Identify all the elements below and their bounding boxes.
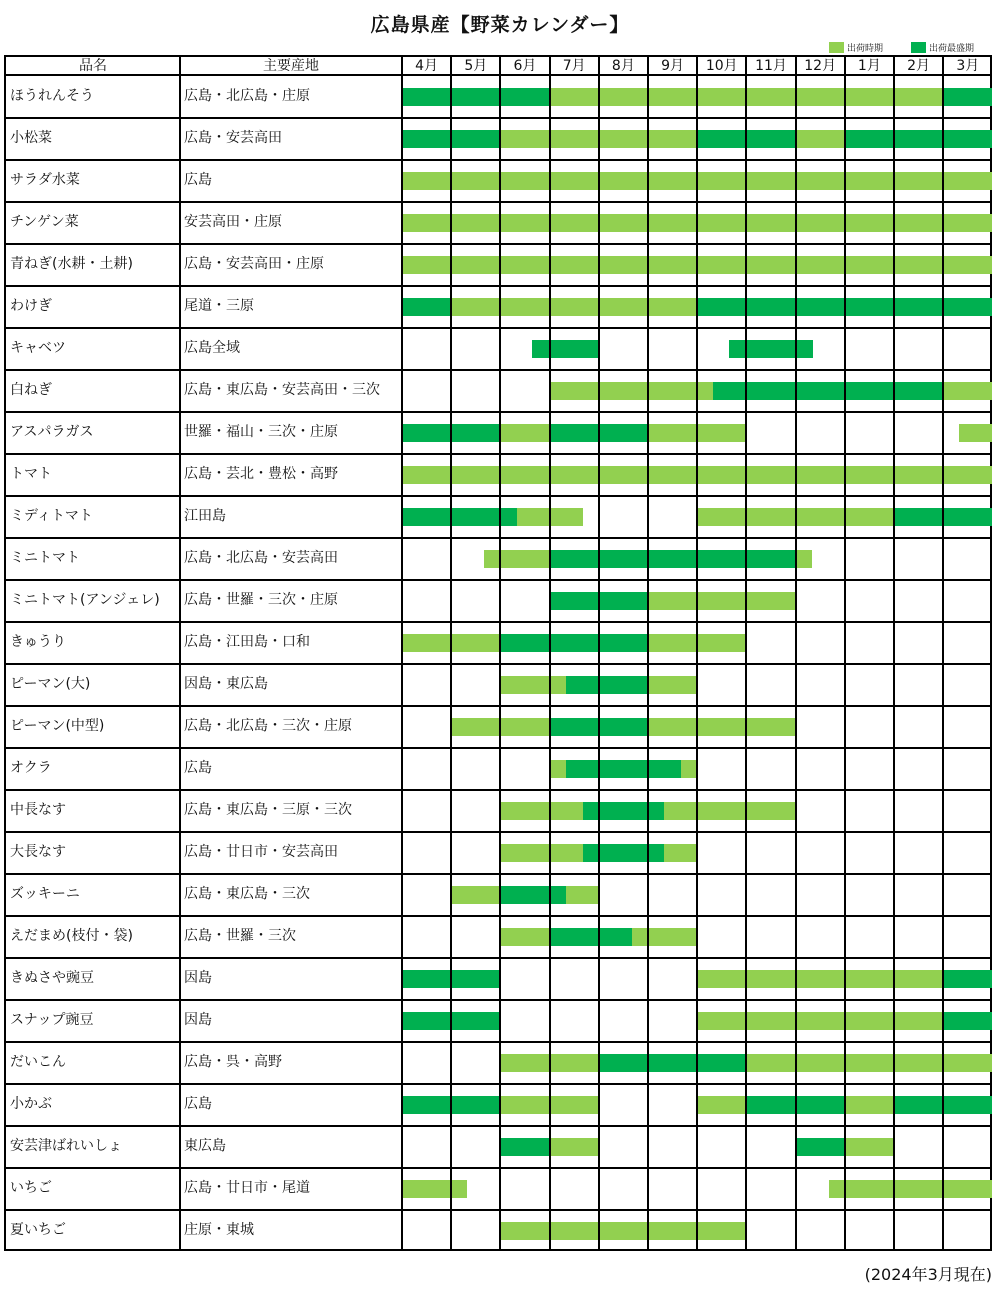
peak-season-bar	[566, 676, 648, 694]
page-title: 広島県産【野菜カレンダー】	[370, 14, 630, 36]
month-divider	[942, 57, 944, 1249]
row-name: きぬさや豌豆	[10, 970, 94, 986]
shipping-season-bar	[566, 886, 599, 904]
row-area: 広島・廿日市・安芸高田	[184, 844, 338, 860]
row-area: 江田島	[184, 508, 226, 524]
row-area: 広島・世羅・三次	[184, 928, 296, 944]
month-divider	[549, 57, 551, 1249]
row-divider	[6, 1167, 990, 1169]
shipping-season-bar	[484, 550, 549, 568]
peak-season-bar	[402, 298, 451, 316]
row-name: トマト	[10, 466, 52, 482]
row-divider	[6, 411, 990, 413]
shipping-season-bar	[648, 592, 796, 610]
month-divider	[844, 57, 846, 1249]
row-area: 広島・北広島・安芸高田	[184, 550, 338, 566]
month-divider	[745, 57, 747, 1249]
header-month: 8月	[611, 58, 635, 74]
row-area: 広島・芸北・豊松・高野	[184, 466, 338, 482]
row-name: ミニトマト(アンジェレ)	[10, 592, 160, 608]
row-name: 安芸津ばれいしょ	[10, 1138, 122, 1154]
row-area: 安芸高田・庄原	[184, 214, 282, 230]
row-divider	[6, 537, 990, 539]
header-month: 10月	[705, 58, 738, 74]
shipping-season-bar	[845, 1138, 894, 1156]
month-divider	[647, 57, 649, 1249]
row-name: ピーマン(大)	[10, 676, 91, 692]
peak-season-bar	[943, 1012, 992, 1030]
row-area: 尾道・三原	[184, 298, 254, 314]
shipping-season-bar	[697, 970, 943, 988]
shipping-season-bar	[500, 844, 582, 862]
month-divider	[450, 57, 452, 1249]
row-divider	[6, 705, 990, 707]
shipping-season-bar	[796, 550, 812, 568]
peak-season-bar	[500, 886, 565, 904]
row-area: 広島・世羅・三次・庄原	[184, 592, 338, 608]
row-divider	[6, 579, 990, 581]
row-area: 東広島	[184, 1138, 226, 1154]
row-divider	[6, 243, 990, 245]
shipping-season-bar	[664, 844, 697, 862]
row-divider	[6, 1041, 990, 1043]
row-name: ミニトマト	[10, 550, 80, 566]
row-name: スナップ豌豆	[10, 1012, 94, 1028]
peak-season-bar	[943, 88, 992, 106]
row-name: 小松菜	[10, 130, 52, 146]
peak-season-bar	[599, 1054, 747, 1072]
row-name: キャベツ	[10, 340, 66, 356]
header-area: 主要産地	[263, 58, 319, 74]
row-divider	[6, 285, 990, 287]
row-name: 小かぶ	[10, 1096, 52, 1112]
row-divider	[6, 1209, 990, 1211]
row-area: 世羅・福山・三次・庄原	[184, 424, 338, 440]
row-divider	[6, 957, 990, 959]
legend-peak-period	[911, 41, 974, 53]
peak-season-bar	[500, 634, 648, 652]
shipping-season-bar	[648, 676, 697, 694]
row-divider	[6, 621, 990, 623]
row-name: オクラ	[10, 760, 52, 776]
shipping-season-bar	[500, 802, 582, 820]
shipping-season-bar	[632, 928, 697, 946]
header-month: 5月	[464, 58, 488, 74]
row-area: 広島・安芸高田	[184, 130, 282, 146]
row-divider	[6, 117, 990, 119]
row-area: 因島・東広島	[184, 676, 268, 692]
row-divider	[6, 1125, 990, 1127]
row-name: 夏いちご	[10, 1222, 66, 1238]
peak-season-bar	[500, 1138, 549, 1156]
row-name: 白ねぎ	[10, 382, 52, 398]
peak-season-bar	[550, 928, 632, 946]
month-divider	[499, 57, 501, 1249]
row-name: いちご	[10, 1180, 52, 1196]
header-divider	[6, 74, 990, 76]
row-name: ミディトマト	[10, 508, 93, 524]
row-area: 広島・廿日市・尾道	[184, 1180, 310, 1196]
shipping-season-bar	[550, 1138, 599, 1156]
peak-season-bar	[550, 340, 599, 358]
shipping-season-bar	[500, 928, 549, 946]
row-divider	[6, 915, 990, 917]
shipping-season-bar	[500, 1222, 746, 1240]
legend-shipping-period	[829, 41, 883, 53]
row-name: 青ねぎ(水耕・土耕)	[10, 256, 133, 272]
shipping-season-bar	[648, 718, 796, 736]
header-month: 9月	[661, 58, 685, 74]
legend-normal-label: 出荷時期	[847, 43, 884, 54]
row-divider	[6, 495, 990, 497]
header-month: 7月	[562, 58, 586, 74]
shipping-season-bar	[959, 424, 992, 442]
shipping-season-bar	[500, 424, 549, 442]
peak-season-bar	[402, 88, 550, 106]
row-name: 中長なす	[10, 802, 66, 818]
shipping-season-bar	[402, 1180, 467, 1198]
peak-season-bar	[583, 802, 665, 820]
row-name: チンゲン菜	[10, 214, 79, 230]
shipping-season-bar	[943, 382, 992, 400]
month-divider	[696, 57, 698, 1249]
shipping-season-bar	[697, 1012, 943, 1030]
row-area: 広島	[184, 760, 212, 776]
row-name: アスパラガス	[10, 424, 94, 440]
row-name: ほうれんそう	[10, 88, 94, 104]
row-area: 因島	[184, 1012, 212, 1028]
peak-season-bar	[796, 1138, 845, 1156]
row-area: 広島全域	[184, 340, 240, 356]
month-divider	[893, 57, 895, 1249]
shipping-season-bar	[829, 1180, 993, 1198]
row-name: ズッキーニ	[10, 886, 80, 902]
row-area: 広島	[184, 172, 212, 188]
shipping-season-bar	[451, 298, 697, 316]
row-divider	[6, 789, 990, 791]
row-area: 因島	[184, 970, 212, 986]
peak-season-bar	[845, 130, 993, 148]
row-divider	[6, 201, 990, 203]
peak-season-bar	[729, 340, 813, 358]
row-divider	[6, 873, 990, 875]
row-name: わけぎ	[10, 298, 52, 314]
shipping-season-bar	[550, 760, 566, 778]
row-area: 庄原・東城	[184, 1222, 254, 1238]
row-area: 広島・北広島・三次・庄原	[184, 718, 352, 734]
row-name: ピーマン(中型)	[10, 718, 105, 734]
header-month: 12月	[804, 58, 837, 74]
header-month: 11月	[755, 58, 787, 74]
column-divider	[401, 57, 403, 1249]
row-divider	[6, 831, 990, 833]
peak-season-bar	[583, 844, 665, 862]
month-divider	[795, 57, 797, 1249]
row-divider	[6, 999, 990, 1001]
header-name: 品名	[79, 58, 107, 74]
row-divider	[6, 369, 990, 371]
shipping-season-bar	[664, 802, 795, 820]
row-area: 広島・東広島・三原・三次	[184, 802, 352, 818]
shipping-season-bar	[746, 1054, 992, 1072]
column-divider	[179, 57, 181, 1249]
row-divider	[6, 663, 990, 665]
peak-season-bar	[566, 760, 681, 778]
shipping-season-bar	[451, 886, 500, 904]
header-month: 4月	[415, 58, 439, 74]
row-name: えだまめ(枝付・袋)	[10, 928, 133, 944]
shipping-season-bar	[796, 130, 845, 148]
legend-normal-swatch	[829, 42, 844, 53]
peak-season-bar	[532, 340, 549, 358]
row-name: サラダ水菜	[10, 172, 80, 188]
header-month: 1月	[857, 58, 881, 74]
row-area: 広島・江田島・口和	[184, 634, 310, 650]
legend-peak-label: 出荷最盛期	[929, 43, 975, 54]
shipping-season-bar	[681, 760, 697, 778]
header-month: 2月	[907, 58, 931, 74]
peak-season-bar	[550, 550, 796, 568]
shipping-season-bar	[550, 382, 714, 400]
shipping-season-bar	[697, 1096, 746, 1114]
as-of-note: (2024年3月現在)	[864, 1265, 992, 1284]
month-divider	[598, 57, 600, 1249]
row-area: 広島	[184, 1096, 212, 1112]
shipping-season-bar	[500, 676, 565, 694]
row-name: きゅうり	[10, 634, 66, 650]
legend-peak-swatch	[911, 42, 926, 53]
row-divider	[6, 159, 990, 161]
row-name: 大長なす	[10, 844, 66, 860]
row-divider	[6, 453, 990, 455]
peak-season-bar	[713, 382, 943, 400]
row-area: 広島・東広島・安芸高田・三次	[184, 382, 380, 398]
row-divider	[6, 1083, 990, 1085]
row-name: だいこん	[10, 1054, 66, 1070]
row-area: 広島・北広島・庄原	[184, 88, 310, 104]
peak-season-bar	[943, 970, 992, 988]
row-divider	[6, 747, 990, 749]
header-month: 3月	[956, 58, 980, 74]
header-month: 6月	[513, 58, 537, 74]
row-area: 広島・安芸高田・庄原	[184, 256, 324, 272]
row-area: 広島・呉・高野	[184, 1054, 282, 1070]
row-area: 広島・東広島・三次	[184, 886, 310, 902]
shipping-season-bar	[845, 1096, 894, 1114]
vegetable-calendar-table	[4, 55, 992, 1251]
row-divider	[6, 327, 990, 329]
